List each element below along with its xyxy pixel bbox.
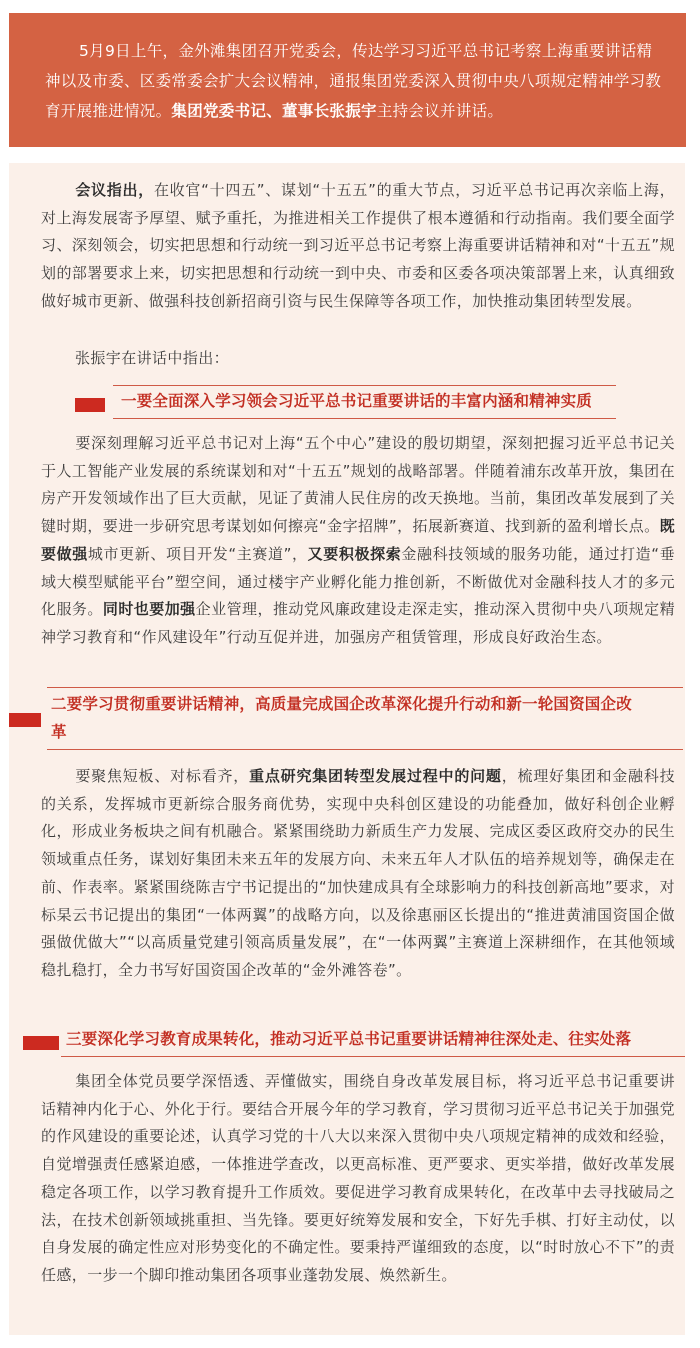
intro-text: 在收官“十四五”、谋划“十五五”的重大节点，习近平总书记再次亲临上海，对上海发展寄予厚望、赋予重托，为推进相关工作提供了根本遵循和行动指南。我们要全面学习、深刻领会，切实把思想和行动统一到习近平总书记考察上海重要讲话精神和对“十五五”规划的部署要求上来，切实把思想和行动统一到中央、市委和区委各项决策部署上来，认真细致做好城市更新、做强科技创新招商引资与民生保障等各项工作，加快推动集团转型发展。 bbox=[41, 181, 675, 310]
section2-marker bbox=[9, 713, 41, 727]
speaker-line: 张振宇在讲话中指出： bbox=[75, 349, 230, 367]
summary-banner bbox=[9, 13, 686, 147]
section3-marker bbox=[23, 1036, 59, 1050]
section2-paragraph: 要聚焦短板、对标看齐，重点研究集团转型发展过程中的问题，梳理好集团和金融科技的关系，发挥城市更新综合服务商优势，实现中央科创区建设的功能叠加，做好科创企业孵化，形成业务板块之间有机融合。紧紧围绕助力新质生产力发展、完成区委区政府交办的民生领域重点任务，谋划好集团未来五年的发展方向、未来五年人才队伍的培养规划等，确保走在前、作表率。紧紧围绕陈吉宁书记提出的“加快建成具有全球影响力的科技创新高地”要求，对标杲云书记提出的集团“一体两翼”的战略方向，以及徐惠丽区长提出的“推进黄浦国资国企做强做优做大”“以高质量党建引领高质量发展”，在“一体两翼”主赛道上深耕细作，在其他领域稳扎稳打，全力书写好国资国企改革的“金外滩答卷”。 bbox=[41, 767, 676, 979]
summary-text: 5月9日上午，金外滩集团召开党委会，传达学习习近平总书记考察上海重要讲话精神以及市委、区委常委会扩大会议精神，通报集团党委深入贯彻中央八项规定精神学习教育开展推进情况。 bbox=[45, 42, 662, 120]
intro-lead: 会议指出， bbox=[75, 181, 154, 199]
section2-heading bbox=[9, 687, 685, 751]
summary-text-end: 主持会议并讲话。 bbox=[376, 102, 504, 120]
section3-heading bbox=[9, 1023, 685, 1059]
section2-rule bbox=[47, 687, 683, 688]
section1-marker bbox=[75, 398, 105, 412]
section2-title-line1: 二要学习贯彻重要讲话精神，高质量完成国企改革深化提升行动和新一轮国资国企改 bbox=[51, 695, 632, 713]
section3-paragraph: 集团全体党员要学深悟透、弄懂做实，围绕自身改革发展目标，将习近平总书记重要讲话精神内化于心、外化于行。要结合开展今年的学习教育，学习贯彻习近平总书记关于加强党的作风建设的重要论述，认真学习党的十八大以来深入贯彻中央八项规定精神的成效和经验，自觉增强责任感紧迫感，一体推进学查改，以更高标准、更严要求、更实举措，做好改革发展稳定各项工作，以学习教育提升工作质效。要促进学习教育成果转化，在改革中去寻找破局之法，在技术创新领域挑重担、当先锋。要更好统筹发展和安全，下好先手棋、打好主动仗，以自身发展的确定性应对形势变化的不确定性。要秉持严谨细致的态度，以“时时放心不下”的责任感，一步一个脚印推动集团各项事业蓬勃发展、焕然新生。 bbox=[41, 1072, 675, 1284]
section1-rule bbox=[113, 385, 616, 386]
section1-heading bbox=[9, 385, 685, 421]
section3-title: 三要深化学习教育成果转化，推动习近平总书记重要讲话精神往深处走、往实处落 bbox=[66, 1030, 632, 1048]
section1-title: 一要全面深入学习领会习近平总书记重要讲话的丰富内涵和精神实质 bbox=[121, 392, 593, 410]
section3-rule bbox=[61, 1056, 685, 1057]
section2-title-line2: 革 bbox=[51, 723, 67, 741]
section1-rule-bottom bbox=[113, 418, 616, 419]
summary-host-bold: 集团党委书记、董事长张振宇 bbox=[171, 102, 377, 120]
section1-paragraph: 要深刻理解习近平总书记对上海“五个中心”建设的殷切期望，深刻把握习近平总书记关于人工智能产业发展的系统谋划和对“十五五”规划的战略部署。伴随着浦东改革开放，集团在房产开发领域作出了巨大贡献，见证了黄浦人民住房的改天换地。当前，集团改革发展到了关键时期，要进一步研究思考谋划如何擦亮“金字招牌”，拓展新赛道、找到新的盈利增长点。既要做强城市更新、项目开发“主赛道”，又要积极探索金融科技领域的服务功能，通过打造“垂域大模型赋能平台”塑空间，通过楼宇产业孵化能力推创新，不断做优对金融科技人才的多元化服务。同时也要加强企业管理，推动党风廉政建设走深走实，推动深入贯彻中央八项规定精神学习教育和“作风建设年”行动互促并进，加强房产租赁管理，形成良好政治生态。 bbox=[41, 434, 676, 646]
intro-paragraph bbox=[41, 177, 675, 316]
article-body bbox=[9, 163, 685, 1335]
section2-rule-bottom bbox=[47, 749, 683, 750]
